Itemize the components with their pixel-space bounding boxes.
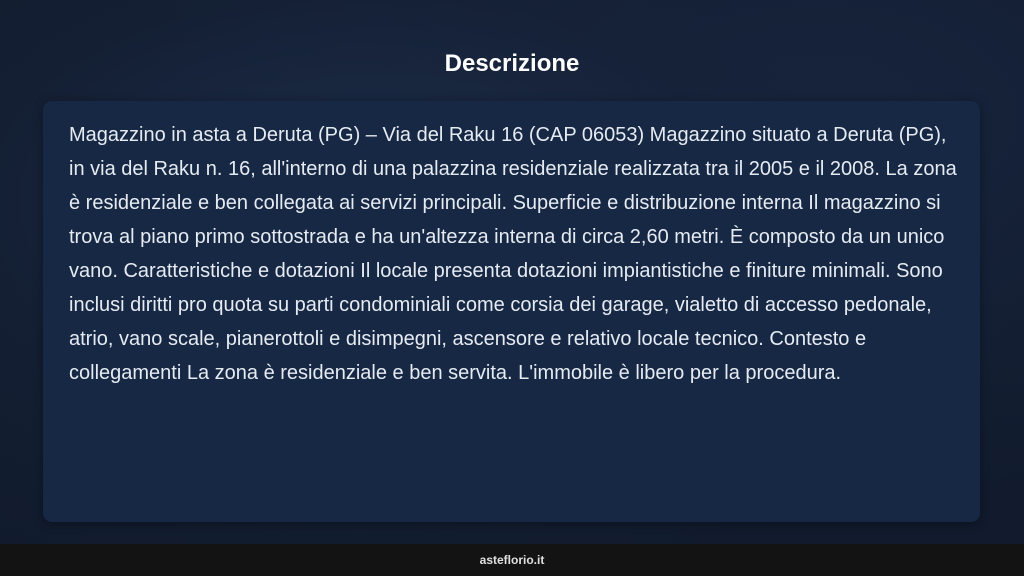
page-title: Descrizione bbox=[444, 50, 580, 77]
description-text: Magazzino in asta a Deruta (PG) – Via del Raku 16 (CAP 06053) Magazzino situato a Deruta (PG), in via del Raku n. 16, all'interno di una palazzina residenziale realizzata tra il 2005 e il 2008. La zona è residenziale e ben collegata ai servizi principali. Superficie e distribuzione interna Il magazzino si trova al piano primo sottostrada e ha un'altezza interna di circa 2,60 metri. È composto da un unico vano. Caratteristiche e dotazioni Il locale presenta dotazioni impiantistiche e finiture minimali. Sono inclusi diritti pro quota su parti condominiali come corsia dei garage, vialetto di accesso pedonale, atrio, vano scale, pianerottoli e disimpegni, ascensore e relativo locale tecnico. Contesto e collegamenti La zona è residenziale e ben servita. L'immobile è libero per la procedura. bbox=[69, 124, 957, 384]
description-card bbox=[43, 101, 980, 522]
footer-bar bbox=[0, 544, 1024, 576]
footer-site-name: asteflorio.it bbox=[479, 553, 545, 567]
